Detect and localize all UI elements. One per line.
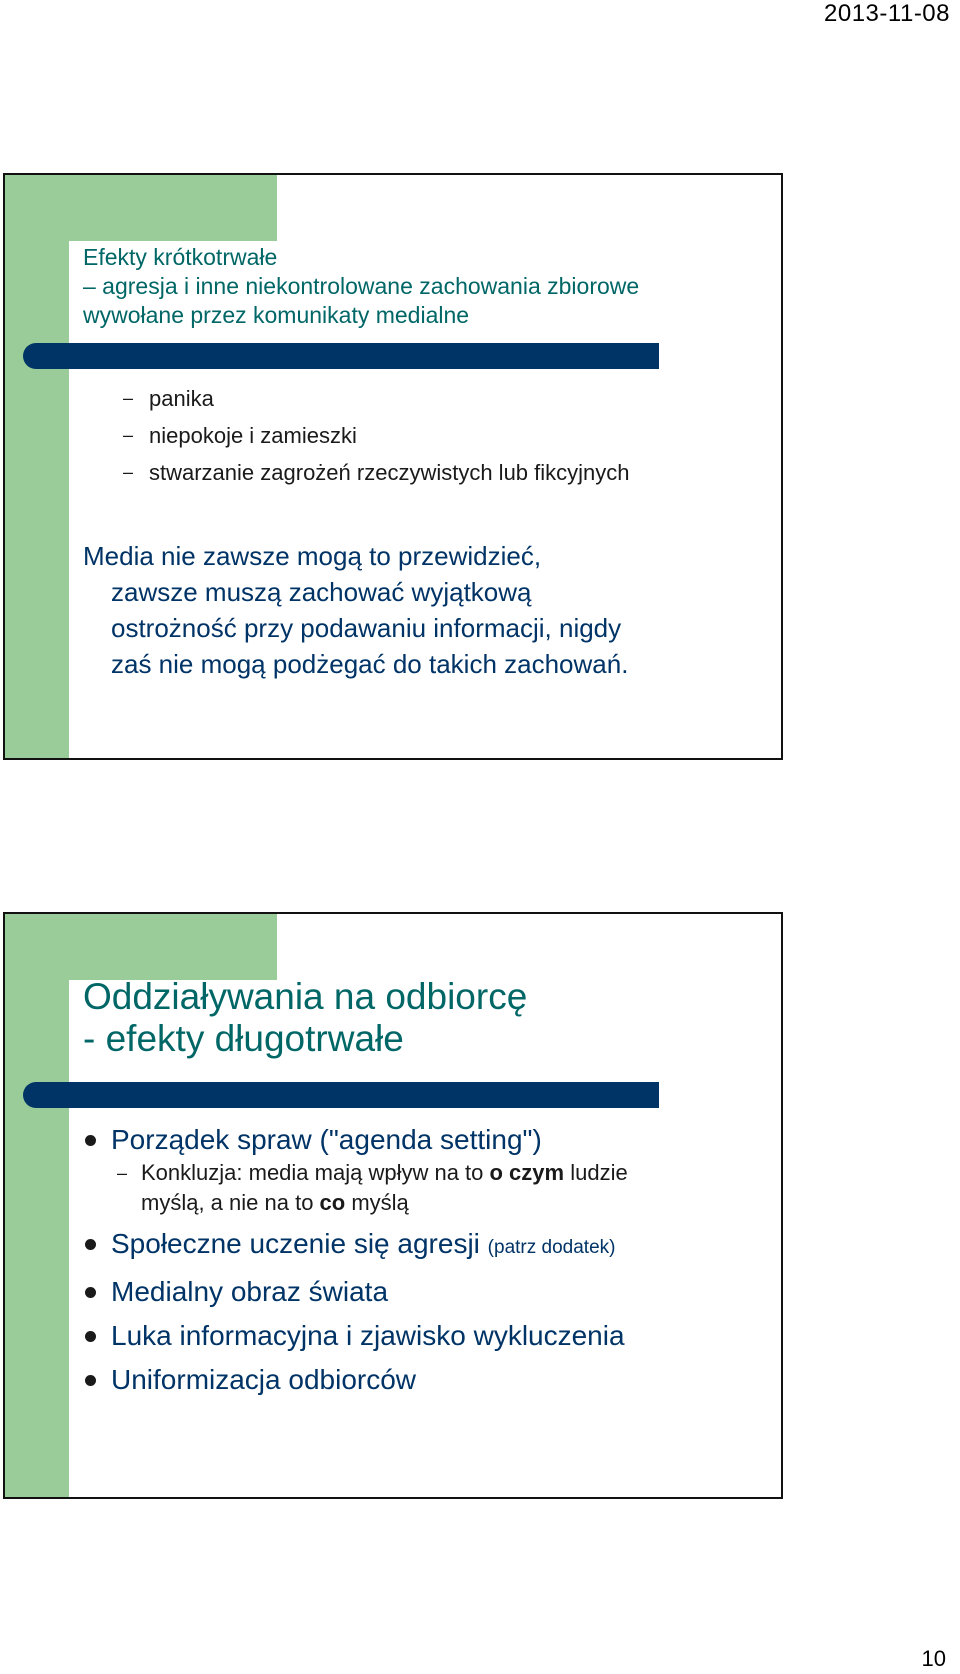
bullet-dot-icon [85,1331,96,1342]
slide-2-title [83,976,763,1060]
bullet-text: Uniformizacja odbiorców [111,1364,417,1395]
bullet-item [83,1122,773,1218]
bullet-dot-icon [85,1135,96,1146]
list-item [123,380,630,417]
nested-item [111,1158,773,1218]
title-line: - efekty długotrwałe [83,1018,404,1059]
nested-text: myślą [345,1190,409,1215]
title-line: – agresja i inne niekontrolowane zachowania zbiorowe [83,273,640,299]
list-item-text: niepokoje i zamieszki [149,423,357,448]
bullet-item [83,1226,773,1266]
title-divider-bar [23,1082,659,1108]
title-line: Oddziaływania na odbiorcę [83,976,528,1017]
dash-icon: – [117,1163,128,1183]
title-divider-bar [23,343,659,369]
bullet-list [83,1122,773,1406]
bullet-text: Porządek spraw ("agenda setting") [111,1124,542,1155]
slide-2 [3,912,783,1499]
bullet-item [83,1362,773,1398]
list-item [123,417,630,454]
bullet-item [83,1274,773,1310]
bold-text: o czym [489,1160,565,1185]
bullet-dot-icon [85,1287,96,1298]
paragraph-line: ostrożność przy podawaniu informacji, nigdy [111,613,622,643]
page-number: 10 [921,1646,946,1671]
sub-item-list [123,380,630,491]
paragraph-line: zaś nie mogą podżegać do takich zachowań. [111,649,629,679]
bold-text: co [319,1190,346,1215]
bullet-text: Społeczne uczenie się agresji [111,1228,488,1259]
nested-text: Konkluzja: media mają wpływ na to [141,1160,490,1185]
paragraph-line: zawsze muszą zachować wyjątkową [111,577,532,607]
nested-text: myślą, a nie na to [141,1190,320,1215]
dash-icon: – [123,388,134,408]
paragraph-line: Media nie zawsze mogą to przewidzieć, [83,541,542,571]
dash-icon: – [123,462,134,482]
bullet-note: (patrz dodatek) [487,1237,616,1258]
slide-1-paragraph [83,538,743,682]
title-line: Efekty krótkotrwałe [83,244,278,270]
bullet-dot-icon [85,1375,96,1386]
list-item [123,454,630,491]
list-item-text: panika [149,386,214,411]
nested-text: ludzie [564,1160,628,1185]
nested-list [111,1158,773,1218]
green-top-tab [69,914,277,980]
dash-icon: – [123,425,134,445]
slide-1 [3,173,783,760]
bullet-dot-icon [85,1239,96,1250]
green-top-tab [69,175,277,241]
header-date: 2013-11-08 [824,0,950,27]
bullet-text: Medialny obraz świata [111,1276,389,1307]
bullet-item [83,1318,773,1354]
title-line: wywołane przez komunikaty medialne [83,302,470,328]
slide-1-title [83,243,763,330]
green-side-strip [5,914,69,1497]
bullet-text: Luka informacyjna i zjawisko wykluczenia [111,1320,625,1351]
green-side-strip [5,175,69,758]
list-item-text: stwarzanie zagrożeń rzeczywistych lub fikcyjnych [149,460,630,485]
